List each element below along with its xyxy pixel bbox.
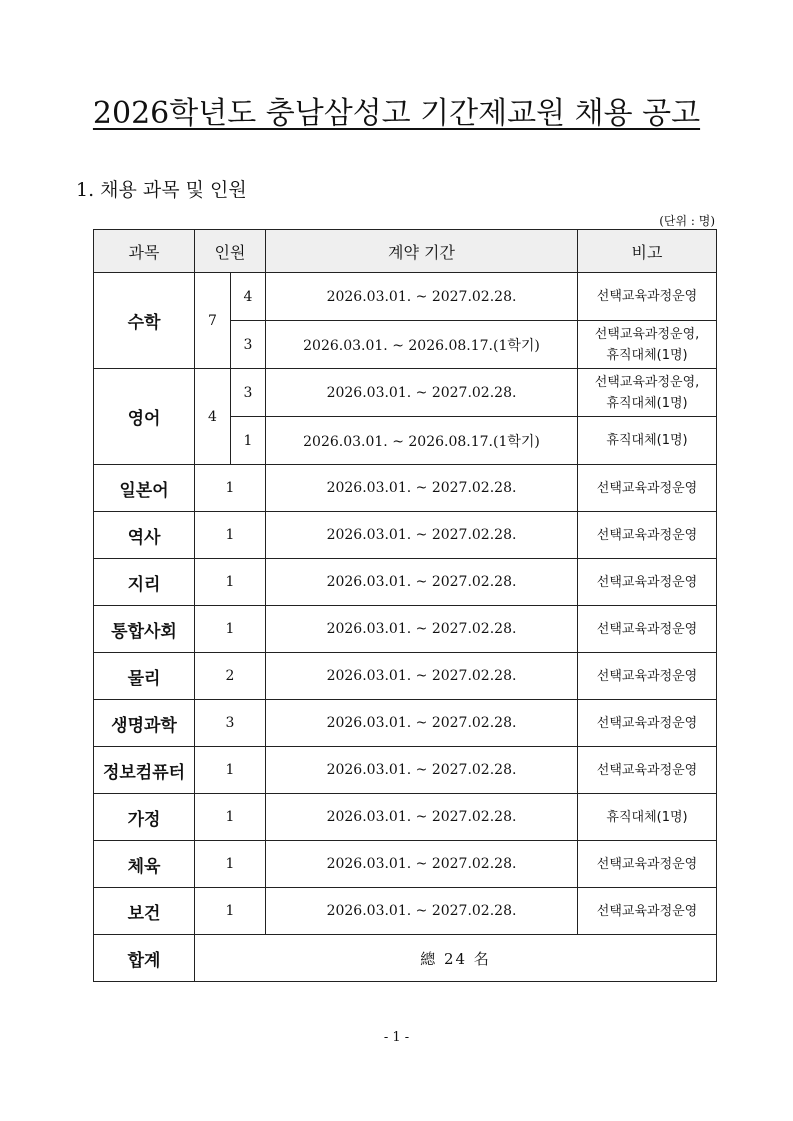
note-line: 휴직대체(1명): [606, 395, 688, 411]
table-row: [94, 369, 717, 417]
note-cell: 선택교육과정운영: [578, 747, 717, 794]
header-count: 인원: [195, 230, 266, 273]
page-number: - 1 -: [383, 1030, 410, 1045]
subject-cell: 생명과학: [94, 700, 195, 747]
total-row: [94, 935, 717, 982]
subject-cell: 정보컴퓨터: [94, 747, 195, 794]
subject-cell: 가정: [94, 794, 195, 841]
count-cell: 1: [195, 747, 266, 794]
subject-cell: 물리: [94, 653, 195, 700]
count-cell: 1: [195, 841, 266, 888]
period-cell: 2026.03.01. ~ 2027.02.28.: [266, 273, 578, 321]
note-cell: 선택교육과정운영: [578, 841, 717, 888]
subject-cell: 체육: [94, 841, 195, 888]
table-row: [94, 747, 717, 794]
period-cell: 2026.03.01. ~ 2027.02.28.: [266, 700, 578, 747]
period-cell: 2026.03.01. ~ 2027.02.28.: [266, 888, 578, 935]
count-cell: 4: [231, 273, 266, 321]
count-cell: 3: [231, 321, 266, 369]
period-cell: 2026.03.01. ~ 2027.02.28.: [266, 653, 578, 700]
subject-cell: 역사: [94, 512, 195, 559]
header-period: 계약 기간: [266, 230, 578, 273]
period-cell: 2026.03.01. ~ 2027.02.28.: [266, 559, 578, 606]
table-row: [94, 888, 717, 935]
count-cell: 1: [195, 888, 266, 935]
count-cell: 1: [231, 417, 266, 465]
count-cell: 1: [195, 794, 266, 841]
count-cell: 1: [195, 465, 266, 512]
count-total-cell: 4: [195, 369, 231, 465]
table-row: [94, 465, 717, 512]
count-cell: 3: [231, 369, 266, 417]
table-row: [94, 794, 717, 841]
period-cell: 2026.03.01. ~ 2026.08.17.(1학기): [266, 417, 578, 465]
table-row: [94, 606, 717, 653]
note-cell: 선택교육과정운영: [578, 465, 717, 512]
period-cell: 2026.03.01. ~ 2026.08.17.(1학기): [266, 321, 578, 369]
period-cell: 2026.03.01. ~ 2027.02.28.: [266, 794, 578, 841]
note-cell: 선택교육과정운영: [578, 700, 717, 747]
period-cell: 2026.03.01. ~ 2027.02.28.: [266, 369, 578, 417]
section-heading: 1. 채용 과목 및 인원: [76, 179, 247, 201]
title-text: 2026학년도 충남삼성고 기간제교원 채용 공고: [92, 96, 701, 131]
total-value: 總 24 名: [195, 935, 717, 982]
table-row: [94, 559, 717, 606]
subject-cell: 통합사회: [94, 606, 195, 653]
note-line: 선택교육과정운영,: [594, 326, 700, 342]
hiring-table: [93, 229, 717, 982]
count-cell: 1: [195, 559, 266, 606]
table-row: [94, 841, 717, 888]
unit-note: (단위 : 명): [659, 214, 715, 228]
period-cell: 2026.03.01. ~ 2027.02.28.: [266, 512, 578, 559]
header-note: 비고: [578, 230, 717, 273]
count-cell: 3: [195, 700, 266, 747]
subject-cell: 수학: [94, 273, 195, 369]
note-cell: 선택교육과정운영: [578, 273, 717, 321]
table-row: [94, 653, 717, 700]
note-cell: 휴직대체(1명): [578, 417, 717, 465]
count-cell: 2: [195, 653, 266, 700]
period-cell: 2026.03.01. ~ 2027.02.28.: [266, 606, 578, 653]
count-cell: 1: [195, 606, 266, 653]
subject-cell: 일본어: [94, 465, 195, 512]
note-cell: 선택교육과정운영: [578, 653, 717, 700]
count-total-cell: 7: [195, 273, 231, 369]
note-cell: 선택교육과정운영: [578, 512, 717, 559]
period-cell: 2026.03.01. ~ 2027.02.28.: [266, 747, 578, 794]
table-row: [94, 512, 717, 559]
total-label: 합계: [94, 935, 195, 982]
header-subject: 과목: [94, 230, 195, 273]
table-row: [94, 700, 717, 747]
note-cell: [578, 369, 717, 417]
table-header-row: [94, 230, 717, 273]
page-title: [0, 88, 793, 132]
note-line: 선택교육과정운영,: [594, 374, 700, 390]
note-cell: 선택교육과정운영: [578, 888, 717, 935]
period-cell: 2026.03.01. ~ 2027.02.28.: [266, 841, 578, 888]
note-cell: 휴직대체(1명): [578, 794, 717, 841]
period-cell: 2026.03.01. ~ 2027.02.28.: [266, 465, 578, 512]
subject-cell: 보건: [94, 888, 195, 935]
note-cell: [578, 321, 717, 369]
note-line: 휴직대체(1명): [606, 347, 688, 363]
note-cell: 선택교육과정운영: [578, 559, 717, 606]
note-cell: 선택교육과정운영: [578, 606, 717, 653]
subject-cell: 영어: [94, 369, 195, 465]
subject-cell: 지리: [94, 559, 195, 606]
table-row: [94, 273, 717, 321]
count-cell: 1: [195, 512, 266, 559]
